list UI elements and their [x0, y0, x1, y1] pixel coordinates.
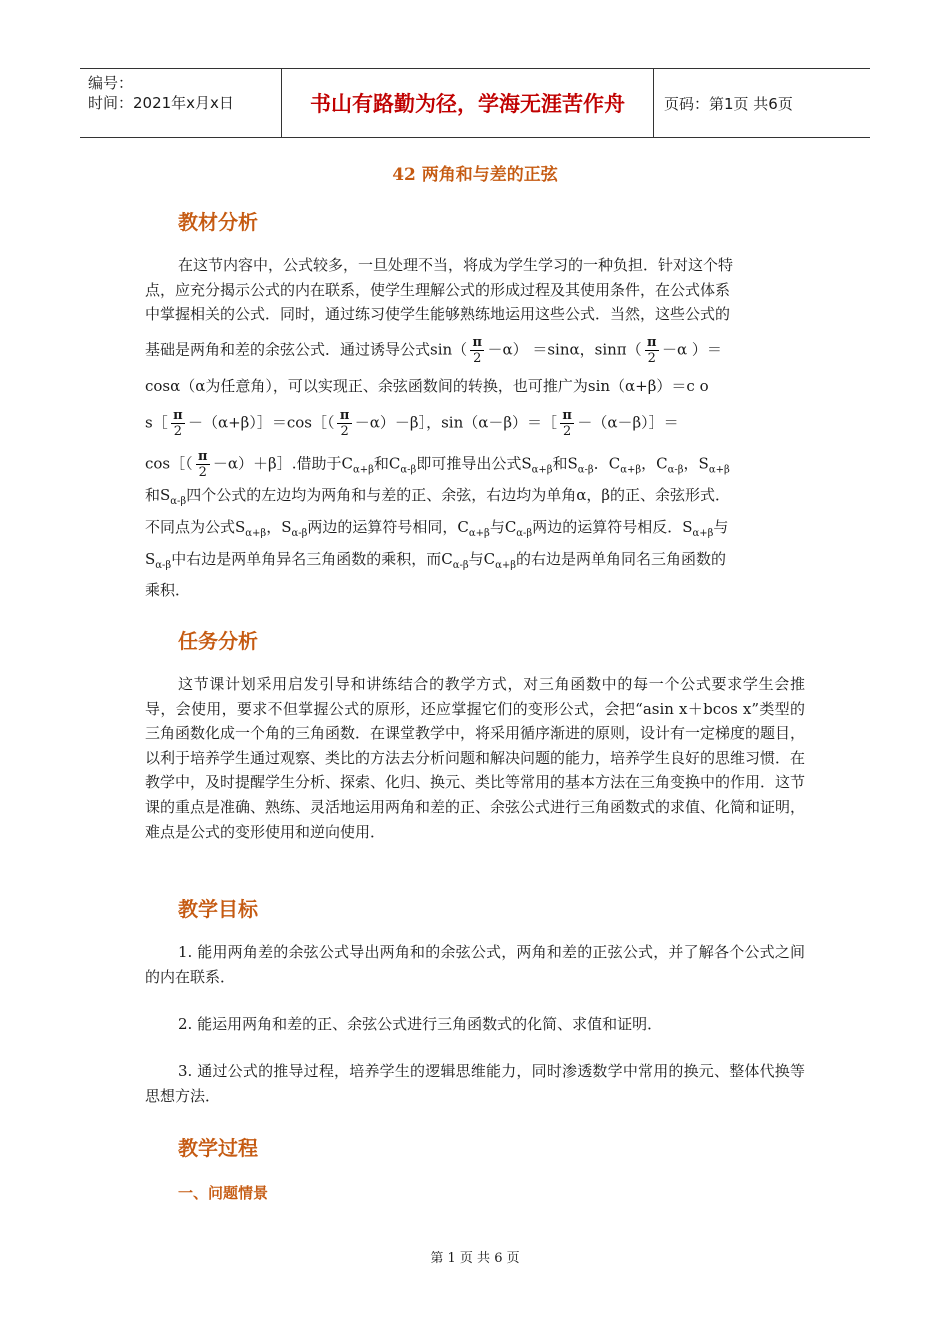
subscript: α-β	[516, 528, 533, 540]
subscript: α+β	[708, 464, 730, 476]
subscript: α-β	[667, 464, 684, 476]
text: －α）－β］，sin（α－β）＝［	[354, 413, 558, 432]
frac-den: 2	[560, 423, 574, 439]
frac-den: 2	[470, 350, 484, 366]
line	[145, 449, 805, 483]
subscript: α-β	[170, 496, 187, 508]
text: ，C	[641, 454, 668, 473]
goal-2	[145, 1012, 805, 1037]
frac-den: 2	[337, 423, 351, 439]
section-heading-goals: 教学目标	[178, 897, 258, 921]
line: 乘积．	[145, 581, 191, 600]
line: 点，应充分揭示公式的内在联系，使学生理解公式的形成过程及其使用条件，在公式体系	[145, 280, 731, 299]
subscript: α+β	[692, 528, 714, 540]
line	[145, 408, 805, 439]
text: 基础是两角和差的余弦公式．通过诱导公式sin（	[145, 340, 468, 359]
text: 中右边是两单角异名三角函数的乘积，而C	[171, 549, 453, 568]
section-heading-task: 任务分析	[178, 629, 258, 653]
text: 与C	[489, 518, 517, 537]
goal-3	[145, 1059, 805, 1108]
fraction-pi-over-2	[560, 408, 574, 439]
subscript: α+β	[352, 464, 374, 476]
paragraph-text: 这节课计划采用启发引导和讲练结合的教学方式，对三角函数中的每一个公式要求学生会推导，会使用，要求不但掌握公式的原形，还应掌握它们的变形公式，会把“asin x＋bcos x”类型的三角函数化成一个角的三角函数．在课堂教学中，将采用循序渐进的原则，设计有一定梯度的题目，以利于培养学生通过观察、类比的方法去分析问题和解决问题的能力，培养学生良好的思维习惯．在教学中，及时提醒学生分析、探索、化归、换元、类比等常用的基本方法在三角变换中的作用．这节课的重点是准确、熟练、灵活地运用两角和差的正、余弦公式进行三角函数式的求值、化简和证明，难点是公式的变形使用和逆向使用．	[145, 675, 806, 841]
text: 和C	[373, 454, 401, 473]
text: 和S	[145, 486, 171, 505]
line	[145, 335, 805, 366]
fraction-pi-over-2	[196, 449, 210, 480]
goal-text: 3. 通过公式的推导过程，培养学生的逻辑思维能力，同时渗透数学中常用的换元、整体代换等思想方法．	[145, 1062, 805, 1105]
text: 四个公式的左边均为两角和与差的正、余弦，右边均为单角α，β的正、余弦形式．	[186, 486, 731, 505]
line	[145, 515, 805, 547]
section-heading-analysis: 教材分析	[178, 210, 258, 234]
text: 两边的运算符号相反．S	[532, 518, 693, 537]
text: 两边的运算符号相同，C	[307, 518, 469, 537]
text: －α ）＝	[661, 340, 722, 359]
goal-text: 2. 能运用两角和差的正、余弦公式进行三角函数式的化简、求值和证明．	[178, 1015, 663, 1033]
section-heading-process: 教学过程	[178, 1136, 258, 1160]
text: 即可推导出公式S	[416, 454, 532, 473]
line	[145, 483, 805, 515]
fraction-pi-over-2	[470, 335, 484, 366]
subscript: α+β	[495, 559, 517, 571]
text: 和S	[552, 454, 578, 473]
frac-num: π	[173, 408, 183, 424]
line: 中掌握相关的公式．同时，通过练习使学生能够熟练地运用这些公式．当然，这些公式的	[145, 305, 731, 324]
goal-1	[145, 940, 805, 989]
text: －（α+β）］＝cos［（	[187, 413, 335, 432]
page-info: 页码：第1页 共6页	[664, 94, 793, 113]
line	[145, 547, 805, 579]
text: s［	[145, 413, 168, 432]
frac-num: π	[472, 334, 483, 350]
text: －α）＋β］.借助于C	[212, 454, 353, 473]
document-title: 42 两角和与差的正弦	[392, 165, 558, 185]
frac-num: π	[562, 408, 572, 424]
text: 不同点为公式S	[145, 518, 246, 537]
text: ．C	[593, 454, 621, 473]
header-left-cell	[80, 69, 282, 137]
frac-num: π	[198, 449, 208, 465]
motto: 书山有路勤为径，学海无涯苦作舟	[282, 69, 654, 137]
subscript: α-β	[452, 559, 469, 571]
frac-num: π	[339, 408, 350, 424]
subscript: α-β	[155, 559, 172, 571]
text: cos［（	[145, 454, 193, 473]
time-label: 时间：2021年x月x日	[88, 94, 234, 112]
number-label: 编号：	[88, 74, 134, 92]
line: cosα（α为任意角），可以实现正、余弦函数间的转换，也可推广为sin（α+β）＝c o	[145, 376, 709, 395]
subscript: α-β	[291, 528, 308, 540]
subscript: α+β	[245, 528, 267, 540]
frac-den: 2	[171, 423, 185, 439]
fraction-pi-over-2	[171, 408, 185, 439]
page-footer: 第 1 页 共 6 页	[430, 1251, 520, 1266]
paragraph-textbook-analysis	[145, 253, 805, 603]
sub-heading-problem-scenario: 一、问题情景	[178, 1184, 269, 1202]
frac-den: 2	[196, 464, 210, 480]
subscript: α-β	[577, 464, 594, 476]
subscript: α+β	[531, 464, 553, 476]
text: －α） ＝sinα，sinπ（	[487, 340, 642, 359]
frac-num: π	[647, 334, 657, 350]
header-table	[80, 68, 870, 138]
fraction-pi-over-2	[337, 408, 351, 439]
subscript: α-β	[400, 464, 417, 476]
goal-text: 1. 能用两角差的余弦公式导出两角和的余弦公式，两角和差的正弦公式，并了解各个公式之间的内在联系．	[145, 943, 805, 986]
text: 与C	[468, 549, 496, 568]
paragraph-task-analysis	[145, 672, 805, 844]
subscript: α+β	[620, 464, 642, 476]
fraction-pi-over-2	[645, 335, 659, 366]
subscript: α+β	[468, 528, 490, 540]
text: S	[145, 549, 156, 568]
text: 与	[713, 518, 729, 537]
text: 的右边是两单角同名三角函数的	[516, 549, 727, 568]
frac-den: 2	[645, 350, 659, 366]
line: 在这节内容中，公式较多，一旦处理不当，将成为学生学习的一种负担．针对这个特	[178, 256, 734, 274]
text: －（α－β）］＝	[577, 413, 679, 432]
text: ，S	[683, 454, 709, 473]
text: ，S	[266, 518, 292, 537]
